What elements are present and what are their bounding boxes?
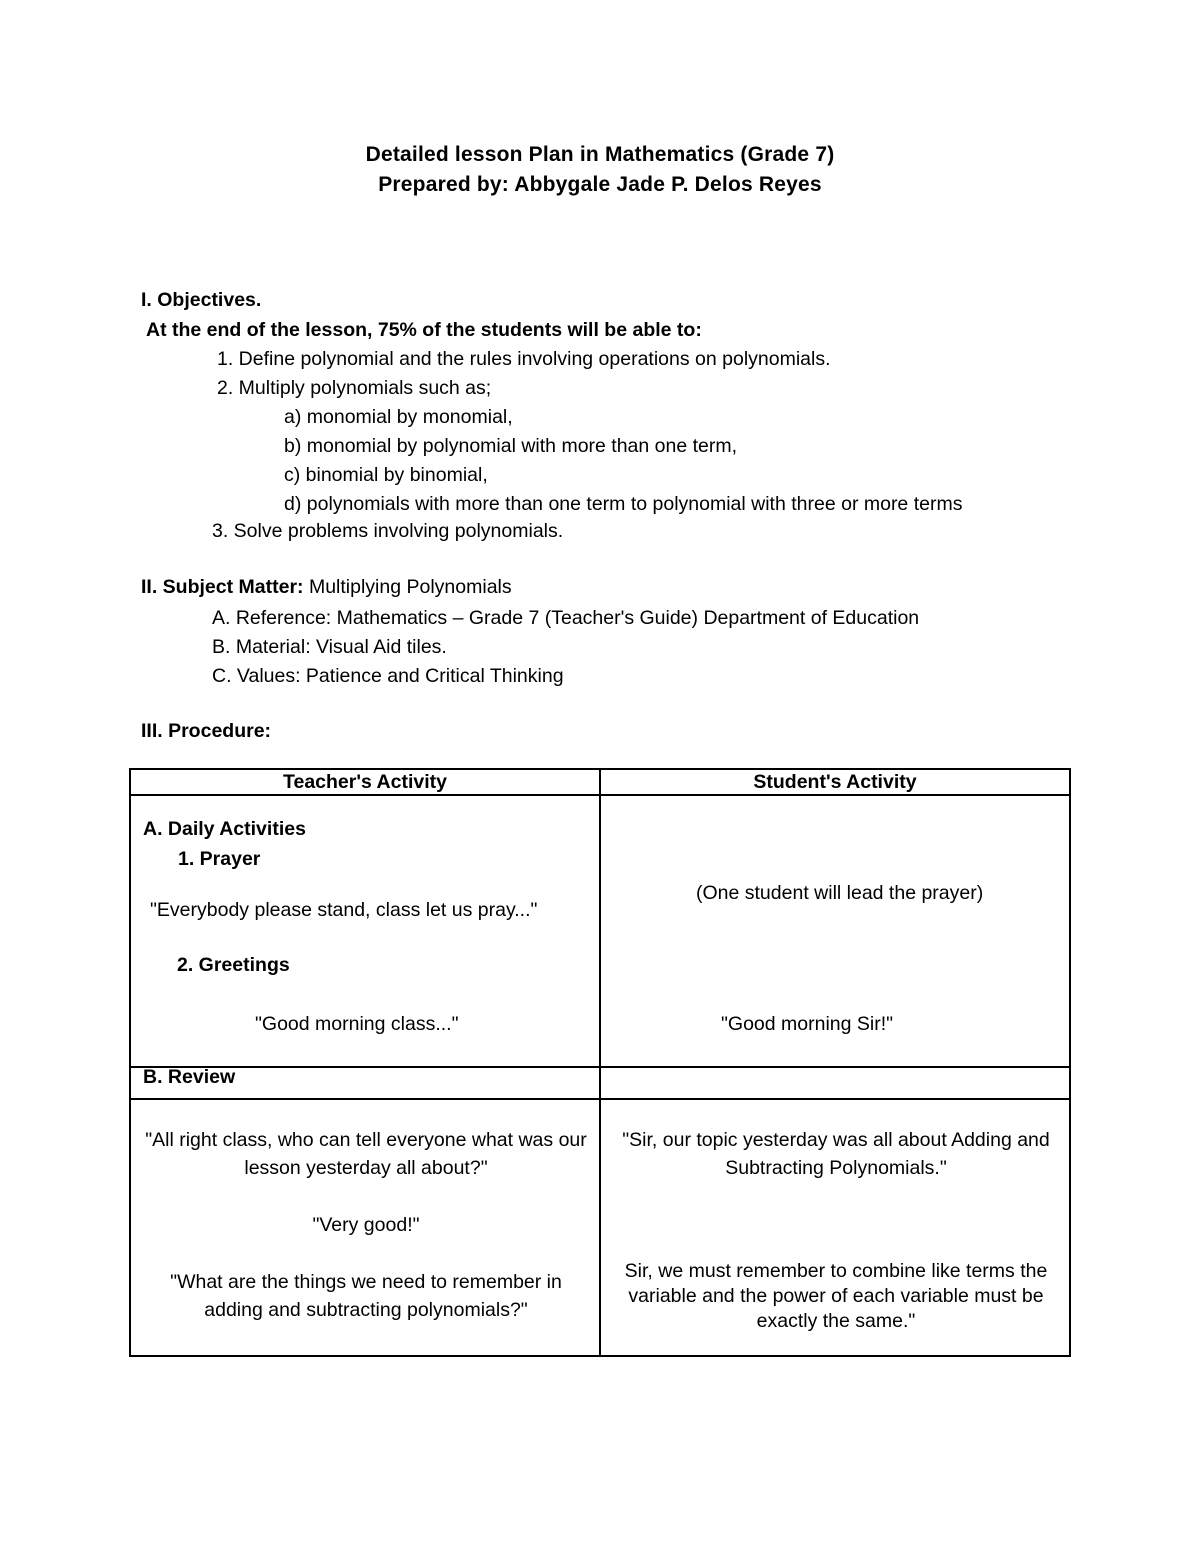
objective-item-2: 2. Multiply polynomials such as; [217,377,492,399]
table-header-row [130,769,1070,795]
subject-matter-line [141,576,512,599]
subject-matter-topic: Multiplying Polynomials [308,576,512,598]
subject-matter-heading: II. Subject Matter: [141,576,304,598]
objectives-intro: At the end of the lesson, 75% of the students will be able to: [146,319,702,341]
prepared-by: Prepared by: Abbygale Jade P. Delos Reyes [378,173,822,196]
objective-sub-a: a) monomial by monomial, [284,406,513,428]
daily-teacher-cell [130,795,600,1067]
procedure-table [129,768,1071,1357]
review-heading-cell [130,1067,600,1099]
greet-student-line: "Good morning Sir!" [721,1013,894,1035]
subject-reference: A. Reference: Mathematics – Grade 7 (Teacher's Guide) Department of Education [212,607,920,629]
review-praise: "Very good!" [312,1214,420,1236]
objective-item-3: 3. Solve problems involving polynomials. [212,520,564,542]
greet-teacher-line: "Good morning class..." [255,1013,459,1035]
table-row [130,1067,1070,1099]
objective-sub-d: d) polynomials with more than one term to polynomial with three or more terms [284,493,963,515]
subject-material: B. Material: Visual Aid tiles. [212,636,447,658]
objective-sub-c: c) binomial by binomial, [284,464,488,486]
page-title: Detailed lesson Plan in Mathematics (Grade 7) [365,143,835,166]
prayer-student-line: (One student will lead the prayer) [696,882,984,904]
review-question-2: "What are the things we need to remember in adding and subtracting polynomials?" [170,1271,562,1321]
col-student-activity: Student's Activity [600,769,1070,795]
objective-sub-b: b) monomial by polynomial with more than one term, [284,435,738,457]
review-answer-2: Sir, we must remember to combine like terms the variable and the power of each variable must be exactly the same." [624,1260,1048,1332]
review-answer-1: "Sir, our topic yesterday was all about Adding and Subtracting Polynomials." [622,1129,1050,1179]
daily-student-cell [600,795,1070,1067]
greetings-label: 2. Greetings [177,954,290,976]
prayer-teacher-line: "Everybody please stand, class let us pray..." [150,899,538,921]
review-heading: B. Review [143,1066,236,1088]
table-row [130,795,1070,1067]
prayer-label: 1. Prayer [178,848,261,870]
table-row [130,1099,1070,1356]
subject-values: C. Values: Patience and Critical Thinking [212,665,564,687]
daily-activities-heading: A. Daily Activities [143,818,306,840]
review-empty-cell [600,1067,1070,1099]
procedure-heading: III. Procedure: [141,720,272,742]
review-question-1: "All right class, who can tell everyone what was our lesson yesterday all about?" [145,1129,587,1179]
col-teacher-activity: Teacher's Activity [130,769,600,795]
objectives-heading: I. Objectives. [141,289,262,311]
objective-item-1: 1. Define polynomial and the rules involving operations on polynomials. [217,348,831,370]
review-student-cell [600,1099,1070,1356]
review-teacher-cell [130,1099,600,1356]
